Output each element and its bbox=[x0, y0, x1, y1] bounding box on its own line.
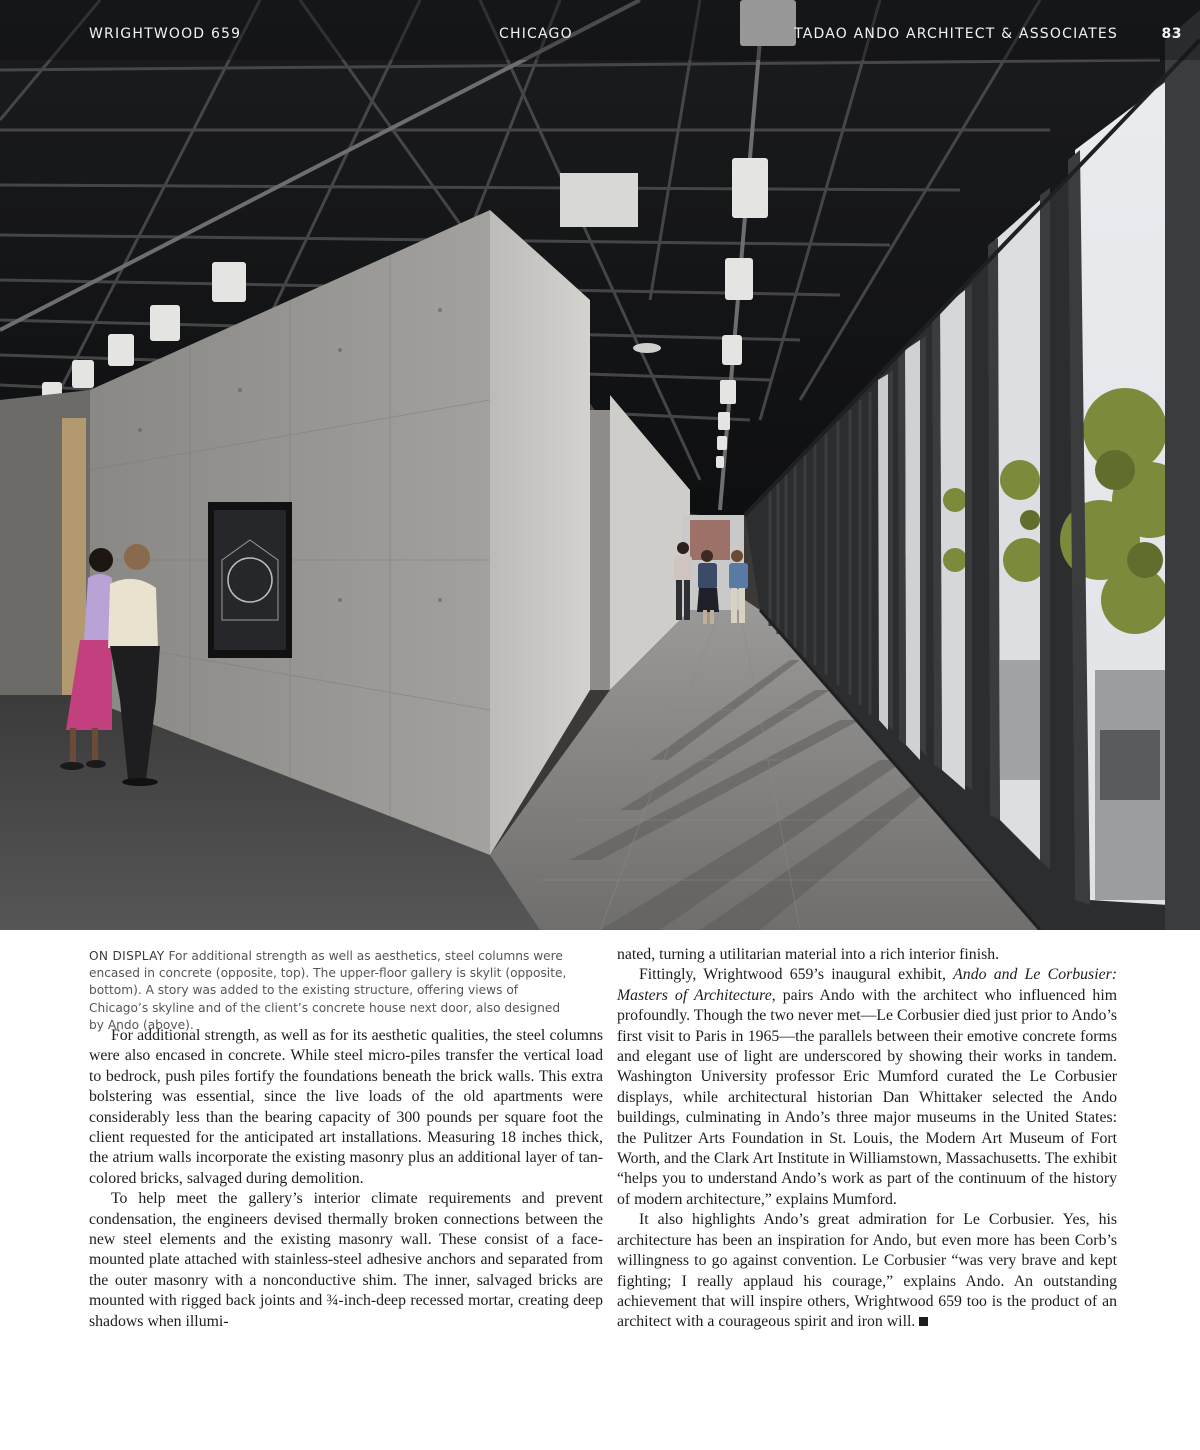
article-paragraph: To help meet the gallery’s interior climate requirements and prevent condensation, the engineers devised thermally broken connections between the new steel elements and the existing masonry wall. These consist of a face-mounted plate attached with stainless-steel adhesive anchors and separated from the outer masonry with a nonconductive shim. The inner, salvaged bricks are mounted with rigged back joints and ¾-inch-deep recessed mortar, creating deep shadows when illumi- bbox=[89, 1190, 603, 1330]
running-head-title: WRIGHTWOOD 659 bbox=[89, 26, 242, 42]
article-text: It also highlights Ando’s great admiration for Le Corbusier. Yes, his architecture has been an inspiration for Ando, but even more has been Corb’s willingness to go against convention. Le Corbusier “was very brave and kept fighting; I really applaud his courage,” explains Ando. An outstanding achievement that will inspire others, Wrightwood 659 too is the product of an architect with a courageous spirit and iron will. bbox=[617, 1211, 1117, 1331]
exhibit-title: Ando and Le Corbusier: Masters of Architecture bbox=[617, 966, 1117, 1004]
article-paragraph-continued: nated, turning a utilitarian material into a rich interior finish. bbox=[617, 946, 1000, 963]
article-column-left bbox=[89, 1026, 603, 1332]
article-paragraph bbox=[617, 1210, 1117, 1332]
caption-text: For additional strength as well as aesthetics, steel columns were encased in concrete (opposite, top). The upper-floor gallery is skylit (opposite, bottom). A story was added to the existing structure, offering views of Chicago’s skyline and of the client’s concrete house next door, also designed by Ando (above). bbox=[89, 949, 567, 1032]
article-text: , pairs Ando with the architect who influenced him profoundly. Though the two never met—Le Corbusier died just prior to Ando’s first visit to Paris in 1965—the parallels between their emotive concrete forms and elegant use of light are underscored by showing their works in tandem. Washington University professor Eric Mumford curated the Le Corbusier displays, while architectural historian Dan Whittaker selected the Ando buildings, culminating in Ando’s three major museums in the United States: the Pulitzer Arts Foundation in St. Louis, the Modern Art Museum of Fort Worth, and the Clark Art Institute in Williamstown, Massachusetts. The exhibit “helps you to understand Ando’s work as part of the continuum of the history of modern architecture,” explains Mumford. bbox=[617, 986, 1117, 1208]
article-text: Fittingly, Wrightwood 659’s inaugural exhibit, bbox=[639, 966, 954, 984]
running-head-city: CHICAGO bbox=[499, 26, 573, 42]
article-paragraph bbox=[617, 965, 1117, 1210]
photo-caption bbox=[89, 948, 569, 1034]
page-number: 83 bbox=[1161, 26, 1182, 42]
article-column-right bbox=[617, 945, 1117, 1333]
caption-label: ON DISPLAY bbox=[89, 949, 165, 963]
article-paragraph: For additional strength, as well as for its aesthetic qualities, the steel columns were also encased in concrete. While steel micro-piles transfer the vertical load to bedrock, push piles fortify the foundations beneath the brick walls. This extra bolstering was essential, since the live loads of the old apartments were considerably less than the bearing capacity of 300 pounds per square foot the client requested for the anticipated art installations. Measuring 18 inches thick, the atrium walls incorporate the existing masonry plus an additional layer of tan-colored bricks, salvaged during demolition. bbox=[89, 1027, 603, 1187]
running-head-architect: TADAO ANDO ARCHITECT & ASSOCIATES bbox=[794, 26, 1118, 42]
end-mark-icon bbox=[919, 1317, 928, 1326]
